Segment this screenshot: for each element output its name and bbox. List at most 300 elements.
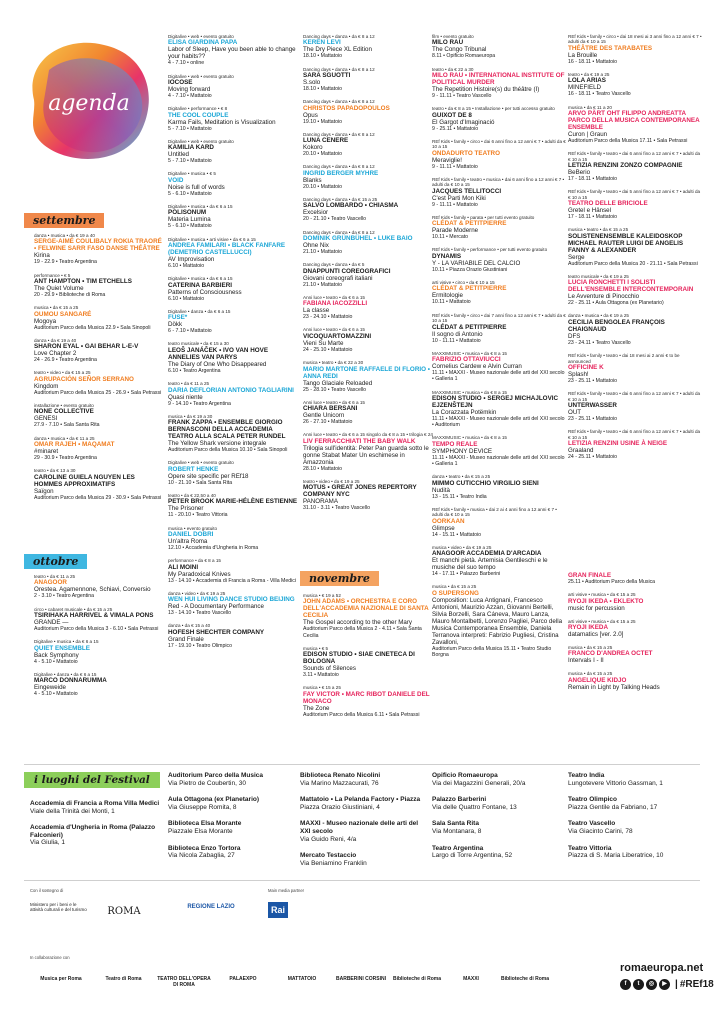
event-date: Auditorium Parco della Musica 3 - 6.10 • Sala Petrassi bbox=[34, 626, 159, 633]
event-date: 9 - 11.11 • Teatro Vascello bbox=[432, 93, 492, 100]
event-subtitle: Orestea. Agamennone, Schiavi, Conversio bbox=[34, 586, 151, 594]
event-meta: musica • € 15 a 25 bbox=[303, 685, 341, 691]
event-subtitle: Trilogia sull'identità: Peter Pan guarda sotto le gonne Stabat Mater Un eschimese in Amazzonia bbox=[303, 444, 429, 466]
website-url[interactable]: romaeuropa.net bbox=[620, 962, 704, 974]
event-subtitle: The Dry Piece XL Edition bbox=[303, 46, 372, 54]
event-subtitle: Karma Fails, Meditation is Visualization bbox=[168, 118, 276, 126]
venue-item bbox=[168, 845, 293, 860]
event-meta: performance • da € 8 a 15 bbox=[168, 558, 221, 564]
event-item bbox=[568, 391, 703, 422]
venue-address: Piazza Gentile da Fabriano, 17 bbox=[568, 803, 658, 811]
venue-item bbox=[168, 820, 293, 835]
event-title: ANAGOOR ACCADEMIA D'ARCADIA bbox=[432, 550, 542, 558]
sponsor-row-collaborazione bbox=[30, 970, 590, 1006]
event-meta: Dancing days • danza • da € 8 a 12 bbox=[303, 131, 375, 137]
venues-col-2 bbox=[168, 772, 293, 869]
youtube-icon[interactable]: ▶ bbox=[659, 979, 670, 990]
event-item bbox=[168, 493, 298, 519]
event-title: ONDADURTO TEATRO bbox=[432, 149, 500, 157]
event-item bbox=[432, 313, 567, 344]
column-4 bbox=[432, 34, 567, 665]
event-item bbox=[34, 607, 164, 633]
event-meta: teatro • da € 22,50 a 40 bbox=[168, 492, 216, 498]
event-date: Auditorium Parco della Musica 22.9 • Sala Sinopoli bbox=[34, 324, 151, 331]
event-item bbox=[303, 132, 433, 158]
event-subtitle: Patterns of Consciousness bbox=[168, 288, 242, 296]
event-date: 23 - 25.11 • Mattatoio bbox=[568, 377, 618, 384]
venue-item bbox=[300, 820, 430, 843]
event-meta: Dancing days • danza • da € 8 a 12 bbox=[303, 99, 375, 105]
venue-name: Aula Ottagona (ex Planetario) bbox=[168, 796, 260, 804]
event-date: 13 - 14.10 • Teatro Vascello bbox=[168, 610, 232, 617]
event-date: 11.11 • MAXXI - Museo nazionale delle arti del XXI secolo • Auditorium bbox=[432, 415, 565, 429]
event-subtitle: Dökk bbox=[168, 321, 183, 329]
event-item bbox=[34, 403, 164, 429]
column-3 bbox=[303, 34, 433, 519]
venue-address: Via Pietro de Coubertin, 30 bbox=[168, 779, 246, 787]
event-meta: REf Kids • family • parata • per tutti evento gratuito bbox=[432, 214, 535, 220]
event-item bbox=[168, 591, 298, 617]
event-title: EDISON STUDIO • SIAE CINETECA DI BOLOGNA bbox=[303, 651, 415, 666]
event-title: WEN HUI LIVING DANCE STUDIO BEIJING bbox=[168, 596, 295, 604]
event-item bbox=[168, 623, 298, 649]
event-title: LETIZIA RENZINI USINE À NEIGE bbox=[568, 439, 668, 447]
event-item bbox=[303, 400, 433, 426]
divider-luoghi bbox=[24, 764, 700, 765]
event-subtitle: The Diary of One Who Disappeared bbox=[168, 360, 267, 368]
event-subtitle: Red - A Documentary Performance bbox=[168, 603, 264, 611]
twitter-icon[interactable]: t bbox=[633, 979, 644, 990]
event-meta: musica • da € 11 a 20 bbox=[568, 104, 612, 110]
event-meta: Digitalive • musica • da € 6 a 15 bbox=[168, 204, 233, 210]
venue-name: Biblioteca Renato Nicolini bbox=[300, 772, 381, 779]
event-date: 3.11 • Mattatoio bbox=[303, 672, 339, 679]
event-date: 13 - 15.11 • Teatro India bbox=[432, 493, 487, 500]
event-subtitle: Opere site specific per REf18 bbox=[168, 472, 249, 480]
venue-name: Biblioteca Enzo Tortora bbox=[168, 844, 241, 852]
event-date: 23 - 25.11 • Mattatoio bbox=[568, 415, 618, 422]
instagram-icon[interactable]: ◎ bbox=[646, 979, 657, 990]
event-meta: danza • musica • da € 19 a 25 bbox=[568, 313, 629, 319]
event-meta: installazione • evento gratuito bbox=[34, 403, 94, 409]
event-subtitle: AV Improvisation bbox=[168, 256, 215, 264]
event-subtitle: GENESI bbox=[34, 415, 58, 423]
event-meta: arti visive • musica • da € 15 a 25 bbox=[568, 618, 636, 624]
venue-address: Piazza Orazio Giustiniani, 4 bbox=[300, 803, 380, 811]
event-date: 17 - 18.11 • Mattatoio bbox=[568, 176, 618, 183]
event-meta: Digitalive • musica • € 5 bbox=[168, 171, 216, 177]
venue-item bbox=[300, 852, 430, 867]
event-title: FRANK ZAPPA • ENSEMBLE GIORGIO BERNASCONI DELLA ACCADEMIA TEATRO ALLA SCALA PETER RUNDEL bbox=[168, 419, 286, 441]
event-subtitle: The Repetition Histoire(s) du théâtre (I) bbox=[432, 86, 540, 94]
event-item bbox=[568, 274, 703, 307]
event-date: 8.11 • Opificio Romaeuropa bbox=[432, 53, 496, 60]
event-subtitle: Ermitologie bbox=[432, 292, 463, 300]
venue-address: Largo di Torre Argentina, 52 bbox=[432, 852, 513, 860]
event-title: JOHN ADAMS • ORCHESTRA E CORO DELL'ACCADEMIA NAZIONALE DI SANTA CECILIA bbox=[303, 598, 429, 620]
event-subtitle: Le Avventure di Pinocchio bbox=[568, 293, 640, 301]
event-subtitle: Un'altra Roma bbox=[168, 537, 208, 545]
column-5-gran-finale bbox=[568, 572, 703, 698]
sponsor-logo: BARBERINI CORSINI bbox=[335, 976, 386, 982]
venue-name: Teatro Argentina bbox=[432, 844, 484, 852]
event-meta: danza • video • da € 19 a 25 bbox=[168, 590, 226, 596]
event-title: MIMMO CUTICCHIO VIRGILIO SIENI bbox=[432, 479, 539, 487]
social-links bbox=[620, 979, 714, 990]
event-item bbox=[168, 276, 298, 302]
event-date: Auditorium Parco della Musica 10.10 • Sala Sinopoli bbox=[168, 447, 288, 454]
event-meta: musica • da € 15 a 25 bbox=[568, 645, 613, 651]
event-title: SOLISTENENSEMBLE KALEIDOSKOP MICHAEL RAUTER LUIGI DE ANGELIS FANNY & ALEXANDER bbox=[568, 232, 684, 254]
venue-name: Mercato Testaccio bbox=[300, 852, 357, 860]
event-meta: musica • video • da € 19 a 25 bbox=[432, 544, 492, 550]
event-meta: teatro • video • da € 19 a 25 bbox=[303, 478, 360, 484]
event-date: 11.11 • MAXXI - Museo nazionale delle arti del XXI secolo • Galleria 1 bbox=[432, 454, 565, 467]
event-title: LUCIA RONCHETTI I SOLISTI DELL'ENSEMBLE INTERCONTEMPORAIN bbox=[568, 279, 694, 294]
event-title: ANT HAMPTON • TIM ETCHELLS bbox=[34, 278, 132, 286]
event-date: 10 - 21.10 • Sala Santa Rita bbox=[168, 479, 233, 486]
event-date: 16 - 18.11 • Teatro Vascello bbox=[568, 91, 631, 98]
event-title: FABIANA IACOZZILLI bbox=[303, 300, 368, 308]
event-meta: MAXXIMUSIC • musica • da € 8 a 15 bbox=[432, 435, 507, 441]
event-subtitle: Excelsior bbox=[303, 209, 329, 217]
event-title: PETER BROOK MARIE-HÉLÈNE ESTIENNE bbox=[168, 498, 298, 506]
event-item bbox=[568, 353, 703, 384]
event-title: CAROLINE GUIELA NGUYEN LES HOMMES APPROXIMATIFS bbox=[34, 473, 135, 488]
event-meta: musica • teatro • da € 22 a 30 bbox=[303, 360, 364, 366]
event-meta: Digitalive • musica • da € 6 a 15 bbox=[168, 276, 233, 282]
venue-name: Sala Santa Rita bbox=[432, 820, 479, 828]
event-title: ARVO PÄRT OHT FILIPPO ANDREATTA PARCO DELLA MUSICA CONTEMPORANEA ENSEMBLE bbox=[568, 110, 700, 132]
event-subtitle: Saïgon bbox=[34, 487, 54, 495]
event-item bbox=[568, 671, 703, 690]
event-item bbox=[303, 646, 433, 679]
event-subtitle: Gretel e Hänsel bbox=[568, 207, 611, 215]
venue-item bbox=[568, 820, 703, 835]
event-title: OFFICINE K bbox=[568, 363, 604, 371]
sponsor-logo: MATTATOIO bbox=[287, 976, 317, 982]
venue-name: Palazzo Barberini bbox=[432, 796, 487, 804]
event-item bbox=[303, 295, 433, 321]
event-subtitle: The Prisoner bbox=[168, 505, 204, 513]
event-date: 9 - 25.11 • Mattatoio bbox=[432, 125, 479, 132]
event-date: 12.10 • Accademia d'Ungheria in Roma bbox=[168, 544, 259, 551]
event-subtitle: Composition: Luca Antignani, Francesco Antonioni, Maurizio Azzan, Giovanni Bertelli, Silvia Borzelli, Sara Cáneva, Mauro Lanza, Mauro Montalbetti, Lorenzo Pagliei, Parco della Musica Contemporanea Ensemble, Daniela Terranova interpreti: Fabrizio Pugliesi, Cristina Zavalloni, bbox=[432, 596, 563, 646]
event-title: SERGE-AIMÉ COULIBALY ROKIA TRAORÉ • FELWINE SARR FASO DANSE THÉÂTRE bbox=[34, 238, 162, 253]
venue-address: Viale della Trinità dei Monti, 1 bbox=[30, 807, 115, 815]
event-item bbox=[568, 619, 703, 638]
event-title: THE COOL COUPLE bbox=[168, 111, 229, 119]
event-item bbox=[432, 474, 567, 500]
event-date: 10.11 • Piazza Orazio Giustiniani bbox=[432, 266, 508, 273]
event-meta: Digitalive • musica • da € 6 a 15 bbox=[34, 639, 99, 645]
venue-name: MAXXI - Museo nazionale delle arti del XXI secolo bbox=[300, 820, 419, 835]
event-subtitle: BeBerio bbox=[568, 169, 591, 177]
event-item bbox=[34, 370, 164, 396]
event-date: 11.11 • MAXXI - Museo nazionale delle arti del XXI secolo • Galleria 1 bbox=[432, 370, 565, 383]
event-item bbox=[568, 645, 703, 664]
event-meta: musica • da € 15 a 25 bbox=[34, 305, 79, 311]
event-subtitle: Parade Moderne bbox=[432, 227, 479, 235]
event-title: ANDREA FAMILARI • BLACK FANFARE (DEMETRIO CASTELLUCCI) bbox=[168, 242, 286, 257]
event-date: 4 - 5.10 • Mattatoio bbox=[34, 658, 78, 665]
event-item bbox=[568, 572, 703, 585]
event-title: LETIZIA RENZINI ZONZO COMPAGNIE bbox=[568, 162, 683, 170]
event-item bbox=[168, 237, 298, 270]
venue-item bbox=[432, 845, 562, 860]
event-date: 14 - 17.11 • Palazzo Barberini bbox=[432, 571, 501, 578]
event-title: UNTERWASSER bbox=[568, 401, 617, 409]
event-meta: teatro musicale • da € 15 a 30 bbox=[168, 341, 229, 347]
event-title: MILO RAU bbox=[432, 39, 464, 47]
event-meta: Anni luce • teatro • da € 6 a 15 bbox=[303, 294, 365, 300]
event-item bbox=[303, 262, 433, 288]
event-title: SARA SGUOTTI bbox=[303, 72, 351, 80]
event-item bbox=[303, 67, 433, 93]
hashtag-text: #REf18 bbox=[679, 979, 714, 990]
event-meta: Digitalive • web • evento gratuito bbox=[168, 73, 234, 79]
venue-address: Via delle Quattro Fontane, 13 bbox=[432, 803, 517, 811]
event-title: VICOQUARTOMAZZINI bbox=[303, 332, 372, 340]
event-subtitle: The Gospel according to the other Mary bbox=[303, 619, 413, 627]
event-date: 24 - 25.10 • Mattatoio bbox=[303, 346, 353, 353]
venue-address: Via Montanara, 8 bbox=[432, 827, 482, 835]
venue-name: Auditorium Parco della Musica bbox=[168, 772, 263, 779]
event-subtitle: SYMPHONY DEVICE bbox=[432, 447, 493, 455]
venue-item bbox=[30, 824, 160, 847]
column-3-novembre bbox=[303, 593, 433, 725]
event-title: O SUPERSONG bbox=[432, 589, 479, 597]
venue-item bbox=[568, 772, 703, 787]
event-item bbox=[303, 164, 433, 190]
event-item bbox=[168, 414, 298, 454]
event-item bbox=[34, 574, 164, 600]
event-subtitle: The Congo Tribunal bbox=[432, 46, 487, 54]
event-date: 18.10 • Mattatoio bbox=[303, 86, 343, 93]
event-meta: REf Kids • family • teatro • dai 5 anni fino a 12 anni € 7 • adulti da € 10 a 15 bbox=[568, 189, 701, 200]
event-meta: teatro • da € 13 a 30 bbox=[34, 468, 76, 474]
event-item bbox=[34, 468, 164, 501]
event-date: 24 - 26.9 • Teatro Argentina bbox=[34, 357, 97, 364]
event-date: 11 - 20.10 • Teatro Vittoria bbox=[168, 512, 228, 519]
event-date: Auditorium Parco della Musica 29 - 30.9 • Sala Petrassi bbox=[34, 494, 162, 501]
event-subtitle: MINEFIELD bbox=[568, 84, 602, 92]
event-item bbox=[303, 360, 433, 393]
event-title: MARCO DONNARUMMA bbox=[34, 677, 107, 685]
event-date: 13 - 14.10 • Accademia di Francia a Roma - Villa Medici bbox=[168, 577, 297, 584]
venue-address: Via Guido Reni, 4/a bbox=[300, 835, 357, 843]
event-subtitle: S.solo bbox=[303, 79, 321, 87]
divider-sponsors bbox=[24, 880, 700, 881]
event-item bbox=[568, 227, 703, 267]
event-title: ANGELIQUE KIDJO bbox=[568, 676, 627, 684]
sponsor-logo: MAXXI bbox=[463, 976, 479, 982]
event-title: OORKAAN bbox=[432, 517, 465, 525]
venue-item bbox=[30, 800, 160, 815]
event-item bbox=[432, 545, 567, 578]
event-item bbox=[303, 593, 433, 639]
event-date: 9 - 11.11 • Mattatoio bbox=[432, 163, 478, 170]
event-subtitle: Blanks bbox=[303, 176, 322, 184]
event-meta: Digitalive • danza • da € 6 a 15 bbox=[34, 671, 97, 677]
event-meta: MAXXIMUSIC • musica • da € 8 a 15 bbox=[432, 389, 507, 395]
event-date: 17 - 19.10 • Teatro Olimpico bbox=[168, 642, 233, 649]
event-item bbox=[168, 558, 298, 584]
event-meta: danza • musica • da € 19 a 40 bbox=[34, 233, 95, 238]
event-date: 23 - 24.11 • Teatro Vascello bbox=[568, 339, 631, 346]
event-item bbox=[432, 584, 567, 658]
event-date: Auditorium Parco della Musica 2 - 4.11 • Sala Santa Cecilia bbox=[303, 626, 422, 639]
event-item bbox=[168, 74, 298, 100]
event-date: 9 - 14.10 • Teatro Argentina bbox=[168, 400, 231, 407]
venue-item bbox=[432, 772, 562, 787]
event-meta: Digitalive • web • evento gratuito bbox=[168, 460, 234, 466]
venues-col-4 bbox=[432, 772, 562, 869]
venue-item bbox=[168, 796, 293, 811]
event-subtitle: Splash! bbox=[568, 370, 589, 378]
event-meta: musica • evento gratuito bbox=[168, 525, 218, 531]
event-subtitle: Remain in Light by Talking Heads bbox=[568, 683, 660, 691]
event-subtitle: Meraviglie! bbox=[432, 156, 462, 164]
event-subtitle: Tango Glaciale Reloaded bbox=[303, 379, 373, 387]
event-meta: arti visive • musica • da € 15 a 25 bbox=[568, 592, 636, 598]
event-title: IOCOSE bbox=[168, 79, 193, 87]
event-meta: Dancing days • danza • da € 15 a 25 bbox=[303, 197, 378, 203]
event-title: LEOŠ JANÁČEK • IVO VAN HOVE ANNELIES VAN PARYS bbox=[168, 346, 269, 361]
venue-address: Via Giacinto Carini, 78 bbox=[568, 827, 633, 835]
event-meta: teatro • video • da € 15 a 25 bbox=[34, 370, 91, 376]
event-item bbox=[303, 99, 433, 125]
event-date: 25.11 • Auditorium Parco della Musica bbox=[568, 579, 656, 585]
event-date: 6 - 7.10 • Mattatoio bbox=[168, 328, 212, 335]
event-title: DANIEL DOBRI bbox=[168, 530, 214, 538]
venue-item bbox=[568, 845, 703, 860]
event-date: 5 - 7.10 • Mattatoio bbox=[168, 125, 212, 132]
event-meta: REf Kids • family • musica • dai 2 ai 4 anni fino a 12 anni € 7 • adulti da € 10 a 15 bbox=[432, 506, 557, 518]
event-subtitle: Moving forward bbox=[168, 86, 211, 94]
event-date: 5 - 7.10 • Mattatoio bbox=[168, 158, 212, 165]
event-item bbox=[168, 106, 298, 132]
event-date: 2 - 3.10 • Teatro Argentina bbox=[34, 593, 94, 600]
event-item bbox=[34, 273, 164, 299]
event-title: LUNA CENERE bbox=[303, 137, 349, 145]
event-title: LIV FERRACCHIATI THE BABY WALK bbox=[303, 437, 416, 445]
venue-item bbox=[168, 772, 293, 787]
column-2 bbox=[168, 34, 298, 656]
event-meta: musica • € 19 a 52 bbox=[303, 593, 341, 598]
event-subtitle: El Gargot d'Imaginació bbox=[432, 118, 495, 126]
event-date: 6.10 • Teatro Argentina bbox=[168, 367, 221, 374]
venue-address: Via Marino Mazzacurati, 76 bbox=[300, 779, 379, 787]
venue-item bbox=[568, 796, 703, 811]
event-meta: REf Kids • family • teatro • dai 6 anni fino a 12 anni € 7 • adulti da € 10 a 15 bbox=[568, 151, 701, 162]
event-title: TEATRO DELLE BRICIOLE bbox=[568, 200, 648, 208]
event-meta: teatro • da € 22 a 30 bbox=[432, 66, 474, 72]
event-title: FAY VICTOR • MARC RIBOT DANIELE DEL MONACO bbox=[303, 690, 430, 705]
event-date: 5 - 6.10 • Mattatoio bbox=[168, 223, 212, 230]
sponsor-logo: Biblioteche di Roma bbox=[392, 976, 442, 982]
event-subtitle: Noise is full of words bbox=[168, 183, 225, 191]
event-title: SALVO LOMBARDO • CHIASMA bbox=[303, 202, 399, 210]
event-subtitle: Giovani coreografi italiani bbox=[303, 274, 373, 282]
venue-name: Teatro Vittoria bbox=[568, 844, 612, 852]
event-item bbox=[168, 460, 298, 486]
venue-name: Biblioteca Elsa Morante bbox=[168, 820, 242, 828]
event-title: CATERINA BARBIERI bbox=[168, 281, 233, 289]
event-subtitle: Kirina bbox=[34, 252, 50, 260]
event-title: CHIARA BERSANI bbox=[303, 405, 358, 413]
event-title: TSIRIHAKA HARRIVEL & VIMALA PONS bbox=[34, 612, 154, 620]
event-subtitle: Untitled bbox=[168, 151, 189, 159]
event-item bbox=[168, 526, 298, 552]
event-subtitle: La Brouille bbox=[568, 51, 598, 59]
event-item bbox=[34, 338, 164, 364]
event-item bbox=[432, 106, 567, 132]
event-date: Auditorium Parco della Musica 17.11 • Sala Petrassi bbox=[568, 138, 688, 145]
event-title: RYOJI IKEDA bbox=[568, 624, 609, 632]
event-item bbox=[432, 34, 567, 60]
event-date: 5 - 6.10 • Mattatoio bbox=[168, 190, 212, 197]
event-title: GRAN FINALE bbox=[568, 572, 612, 579]
event-item bbox=[568, 189, 703, 220]
event-meta: MAXXIMUSIC • musica • da € 8 a 15 bbox=[432, 350, 507, 356]
event-subtitle: Kingdom bbox=[34, 382, 59, 390]
month-label-ottobre: ottobre bbox=[24, 554, 87, 569]
event-item bbox=[303, 230, 433, 256]
event-title: DNAPPUNTI COREOGRAFICI bbox=[303, 267, 391, 275]
event-item bbox=[568, 72, 703, 98]
event-date: 10.11 • Mattatoio bbox=[432, 299, 471, 306]
event-subtitle: The Zone bbox=[303, 704, 330, 712]
event-meta: Dancing days • danza • da € 8 a 12 bbox=[303, 164, 375, 170]
event-meta: performance • € 5 bbox=[34, 272, 71, 278]
venue-address: Via Giuseppe Romita, 8 bbox=[168, 803, 237, 811]
event-date: 17 - 18.11 • Mattatoio bbox=[568, 214, 618, 221]
event-date: 22 - 25.11 • Aula Ottagona (ex Planetario) bbox=[568, 300, 664, 307]
venue-address: Piazzale Elsa Morante bbox=[168, 827, 233, 835]
event-meta: Digitalive • web • evento gratuito bbox=[168, 138, 234, 144]
sponsor-logo: TEATRO DELL'OPERA DI ROMA bbox=[157, 976, 211, 988]
event-item bbox=[568, 429, 703, 460]
event-meta: REf Kids • family • teatro • dai 6 anni fino a 12 anni € 7 • adulti da € 10 a 15 bbox=[568, 391, 701, 402]
facebook-icon[interactable]: f bbox=[620, 979, 631, 990]
event-meta: Digitalive • danza • da € 6 a 15 bbox=[168, 308, 231, 314]
event-title: THÉÂTRE DES TARABATES bbox=[568, 44, 653, 52]
event-item bbox=[432, 215, 567, 241]
event-date: 20 - 21.10 • Teatro Vascello bbox=[303, 216, 367, 223]
venue-item bbox=[432, 796, 562, 811]
sponsor-logo: Teatro di Roma bbox=[105, 976, 142, 982]
event-meta: REf Kids • family • circo • dai 18 mesi ai 3 anni fino a 12 anni € 7 • adulti da € 10 a 15 bbox=[568, 34, 702, 45]
event-subtitle: Nudità bbox=[432, 486, 450, 494]
event-subtitle: Cornelius Cardew e Alvin Curran bbox=[432, 363, 522, 371]
event-meta: danza • da € 15 a 40 bbox=[168, 623, 211, 629]
event-meta: danza • teatro • da € 15 a 25 bbox=[432, 474, 491, 480]
venue-name: Teatro Vascello bbox=[568, 820, 616, 828]
event-item bbox=[34, 639, 164, 665]
event-meta: danza • da € 19 a 40 bbox=[34, 337, 77, 343]
event-meta: teatro • da € 11 a 25 bbox=[34, 574, 76, 579]
event-date: Auditorium Parco della Musica 15.11 • Teatro Studio Borgna bbox=[432, 645, 552, 658]
event-meta: Dancing days • danza • da € 8 a 12 bbox=[303, 229, 375, 235]
event-subtitle: Kokoro bbox=[303, 144, 323, 152]
event-date: 26 - 27.10 • Mattatoio bbox=[303, 419, 353, 426]
event-subtitle: Sounds of Silences bbox=[303, 665, 356, 673]
event-item bbox=[168, 139, 298, 165]
luoghi-title: i luoghi del Festival bbox=[24, 772, 160, 788]
event-subtitle: Eingeweide bbox=[34, 684, 66, 692]
venue-address: Via Giulia, 1 bbox=[30, 839, 65, 847]
